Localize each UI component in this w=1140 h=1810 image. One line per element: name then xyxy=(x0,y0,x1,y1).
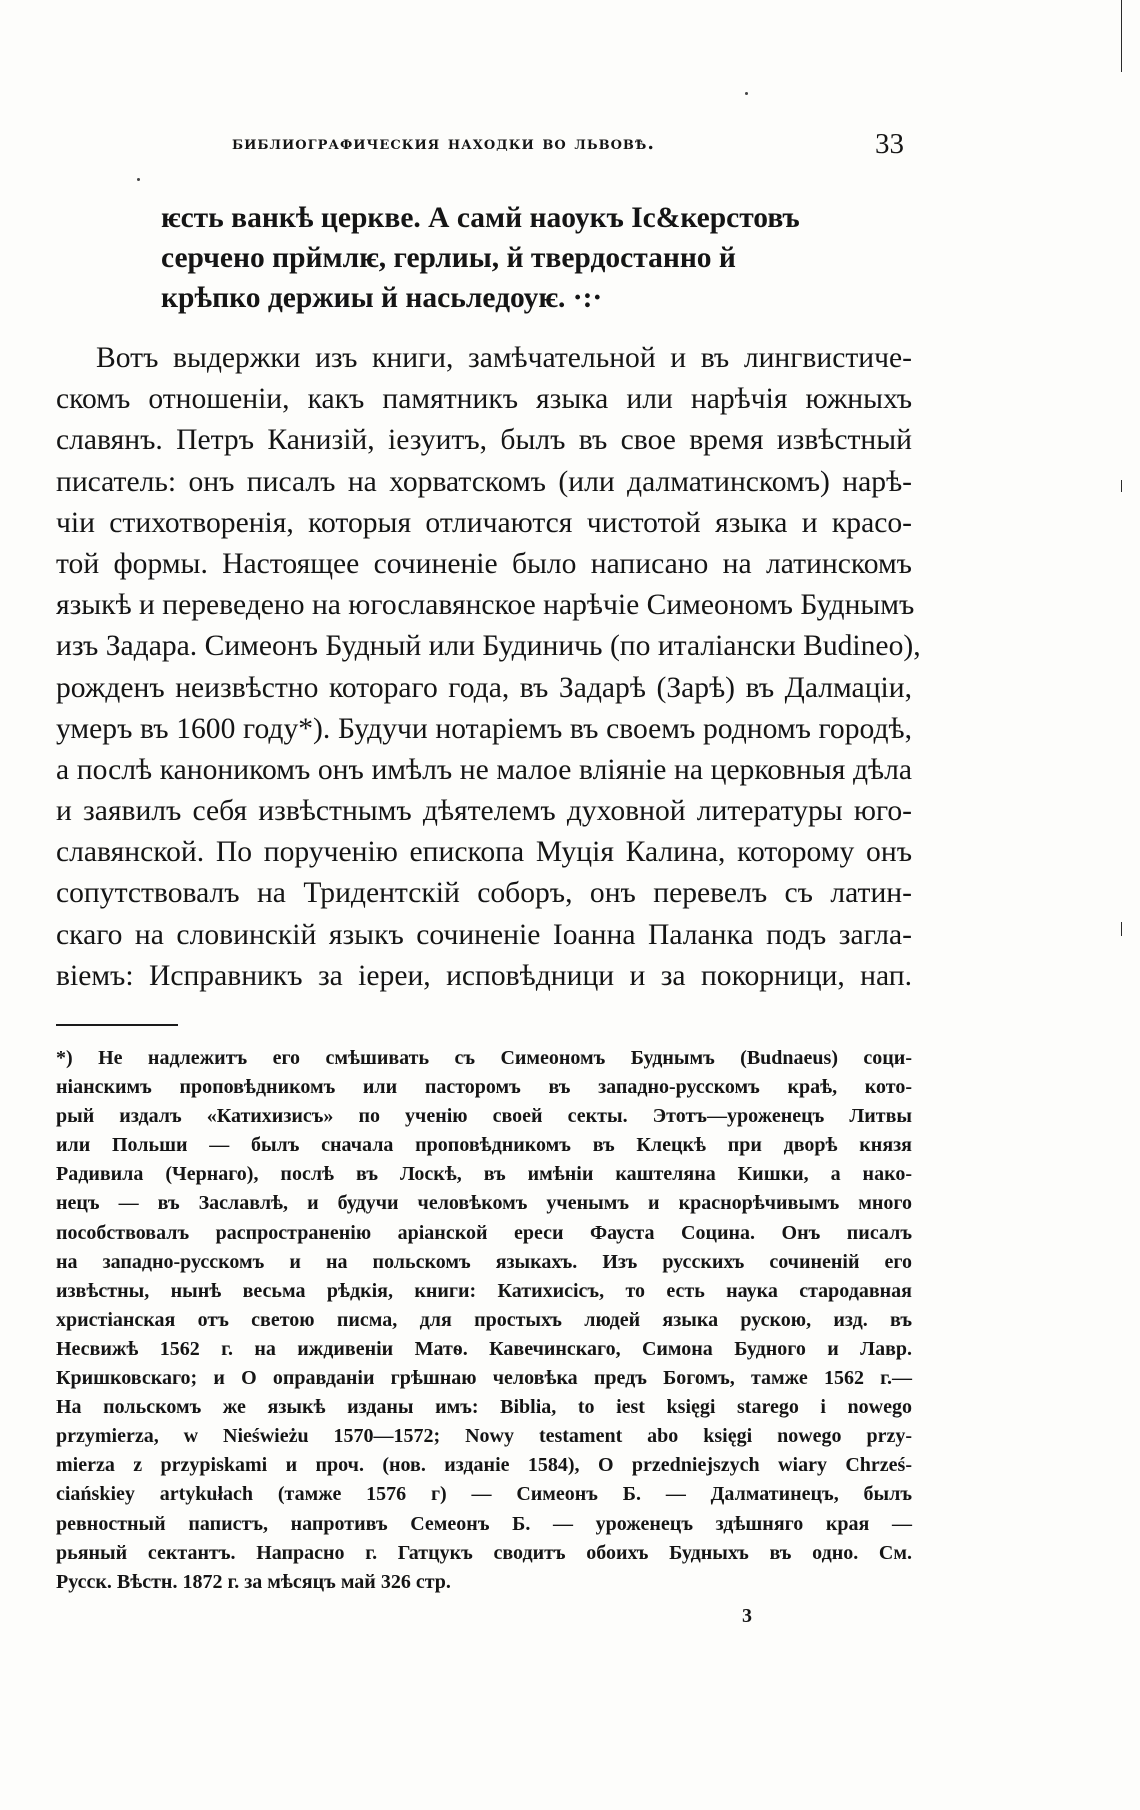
body-line: сопутствовалъ на Тридентскій соборъ, онъ перевелъ съ латин- xyxy=(56,877,912,910)
page-edge-line xyxy=(1121,0,1122,72)
footnote-line: христіанская отъ светою писма, для простыхъ людей языка рускою, изд. въ xyxy=(56,1308,912,1331)
footnote-line: ревностный папистъ, напротивъ Семеонъ Б. — уроженецъ здѣшняго края — xyxy=(56,1512,912,1535)
footnote-line: przymierza, w Nieświeżu 1570—1572; Nowy testament abo księgi nowego przy- xyxy=(56,1425,912,1448)
quote-line: крѣпко держиы й насьледоуѥ. ·:· xyxy=(161,282,603,314)
footnote-line: *) Не надлежитъ его смѣшивать съ Симеономъ Буднымъ (Budnaeus) соци- xyxy=(56,1047,912,1069)
body-line: изъ Задара. Симеонъ Будный или Будиничь (по италіански Budineo), xyxy=(56,630,921,663)
quoted-passage xyxy=(161,198,881,318)
footnote xyxy=(56,1044,912,1597)
body-line: а послѣ каноникомъ онъ имѣлъ не малое вліяніе на церковныя дѣла xyxy=(56,753,912,786)
page-number: 33 xyxy=(875,128,904,160)
quote-line: ѥсть ванкѣ церкве. А самй наоукъ Іс&керстовъ xyxy=(161,202,800,234)
body-line: чіи стихотворенія, которыя отличаются чистотой языка и красо- xyxy=(56,506,912,539)
footnote-line: Кришковскаго; и О оправданіи грѣшнаю человѣка предъ Богомъ, тамже 1562 г.— xyxy=(56,1367,912,1390)
body-line: славянской. По порученію епископа Муція Калина, которому онъ xyxy=(56,836,912,869)
body-line: языкѣ и переведено на югославянское нарѣчіе Симеономъ Буднымъ xyxy=(56,589,915,622)
footnote-line: нецъ — въ Заславлѣ, и будучи человѣкомъ ученымъ и краснорѣчивымъ много xyxy=(56,1192,912,1215)
body-line: славянъ. Петръ Канизій, іезуитъ, былъ въ свое время извѣстный xyxy=(56,424,912,457)
body-line: писатель: онъ писалъ на хорватскомъ (или далматинскомъ) нарѣ- xyxy=(56,465,912,498)
page-edge-line xyxy=(1121,922,1122,936)
footnote-line: Несвижѣ 1562 г. на иждивеніи Матѳ. Кавечинскаго, Симона Будного и Лавр. xyxy=(56,1337,912,1360)
footnote-separator xyxy=(56,1024,178,1026)
quote-line: серчено прймлѥ, герлиы, й твердостанно й xyxy=(161,242,736,274)
body-line: рожденъ неизвѣстно котораго года, въ Задарѣ (Зарѣ) въ Далмаціи, xyxy=(56,671,912,704)
ink-speck xyxy=(745,92,748,95)
body-line: умеръ въ 1600 году*). Будучи нотаріемъ въ своемъ родномъ городѣ, xyxy=(56,712,912,745)
body-line: скомъ отношеніи, какъ памятникъ языка или нарѣчія южныхъ xyxy=(56,383,912,416)
footnote-line: или Польши — былъ сначала проповѣдникомъ въ Клецкѣ при дворѣ князя xyxy=(56,1134,912,1157)
footnote-line: на западно-русскомъ и на польскомъ языкахъ. Изъ русскихъ сочиненій его xyxy=(56,1250,912,1273)
footnote-line: Радивила (Чернаго), послѣ въ Лоскѣ, въ имѣніи каштеляна Кишки, а нако- xyxy=(56,1163,912,1186)
running-title: библиографическия находки во львовѣ. xyxy=(232,132,655,154)
body-line: скаго на словинскій языкъ сочиненіе Іоанна Паланка подъ загла- xyxy=(56,918,912,951)
body-line: віемъ: Исправникъ за іереи, исповѣдници и за покорници, нап. xyxy=(56,959,912,992)
body-line: и заявилъ себя извѣстнымъ дѣятелемъ духовной литературы юго- xyxy=(56,795,912,828)
body-line: Вотъ выдержки изъ книги, замѣчательной и въ лингвистиче- xyxy=(96,342,912,374)
footnote-line: mierza z przypiskami и проч. (нов. изданіе 1584), O przedniejszych wiary Chrześ- xyxy=(56,1454,912,1477)
main-paragraph xyxy=(56,338,921,997)
footnote-line: ніанскимъ проповѣдникомъ или пасторомъ въ западно-русскомъ краѣ, кото- xyxy=(56,1076,912,1099)
footnote-line: пособствовалъ распространенію аріанской ереси Фауста Социна. Онъ писалъ xyxy=(56,1221,912,1244)
footnote-line: На польскомъ же языкѣ изданы имъ: Biblia, to iest księgi starego i nowego xyxy=(56,1396,912,1419)
footnote-line: рый издалъ «Катихизисъ» по ученію своей секты. Этотъ—уроженецъ Литвы xyxy=(56,1105,912,1128)
printer-signature-mark: 3 xyxy=(742,1605,752,1627)
footnote-line: Русск. Вѣстн. 1872 г. за мѣсяцъ май 326 стр. xyxy=(56,1570,451,1593)
footnote-line: извѣстны, нынѣ весьма рѣдкія, книги: Катихисісъ, то есть наука стародавная xyxy=(56,1279,912,1302)
body-line: той формы. Настоящее сочиненіе было написано на латинскомъ xyxy=(56,547,912,580)
running-header xyxy=(232,128,904,168)
page-edge-line xyxy=(1121,480,1122,492)
ink-speck xyxy=(137,178,140,181)
footnote-line: ciańskiey artykułach (тамже 1576 г) — Симеонъ Б. — Далматинецъ, былъ xyxy=(56,1483,912,1506)
footnote-line: рьяный сектантъ. Напрасно г. Гатцукъ сводитъ обоихъ Будныхъ въ одно. См. xyxy=(56,1541,912,1564)
